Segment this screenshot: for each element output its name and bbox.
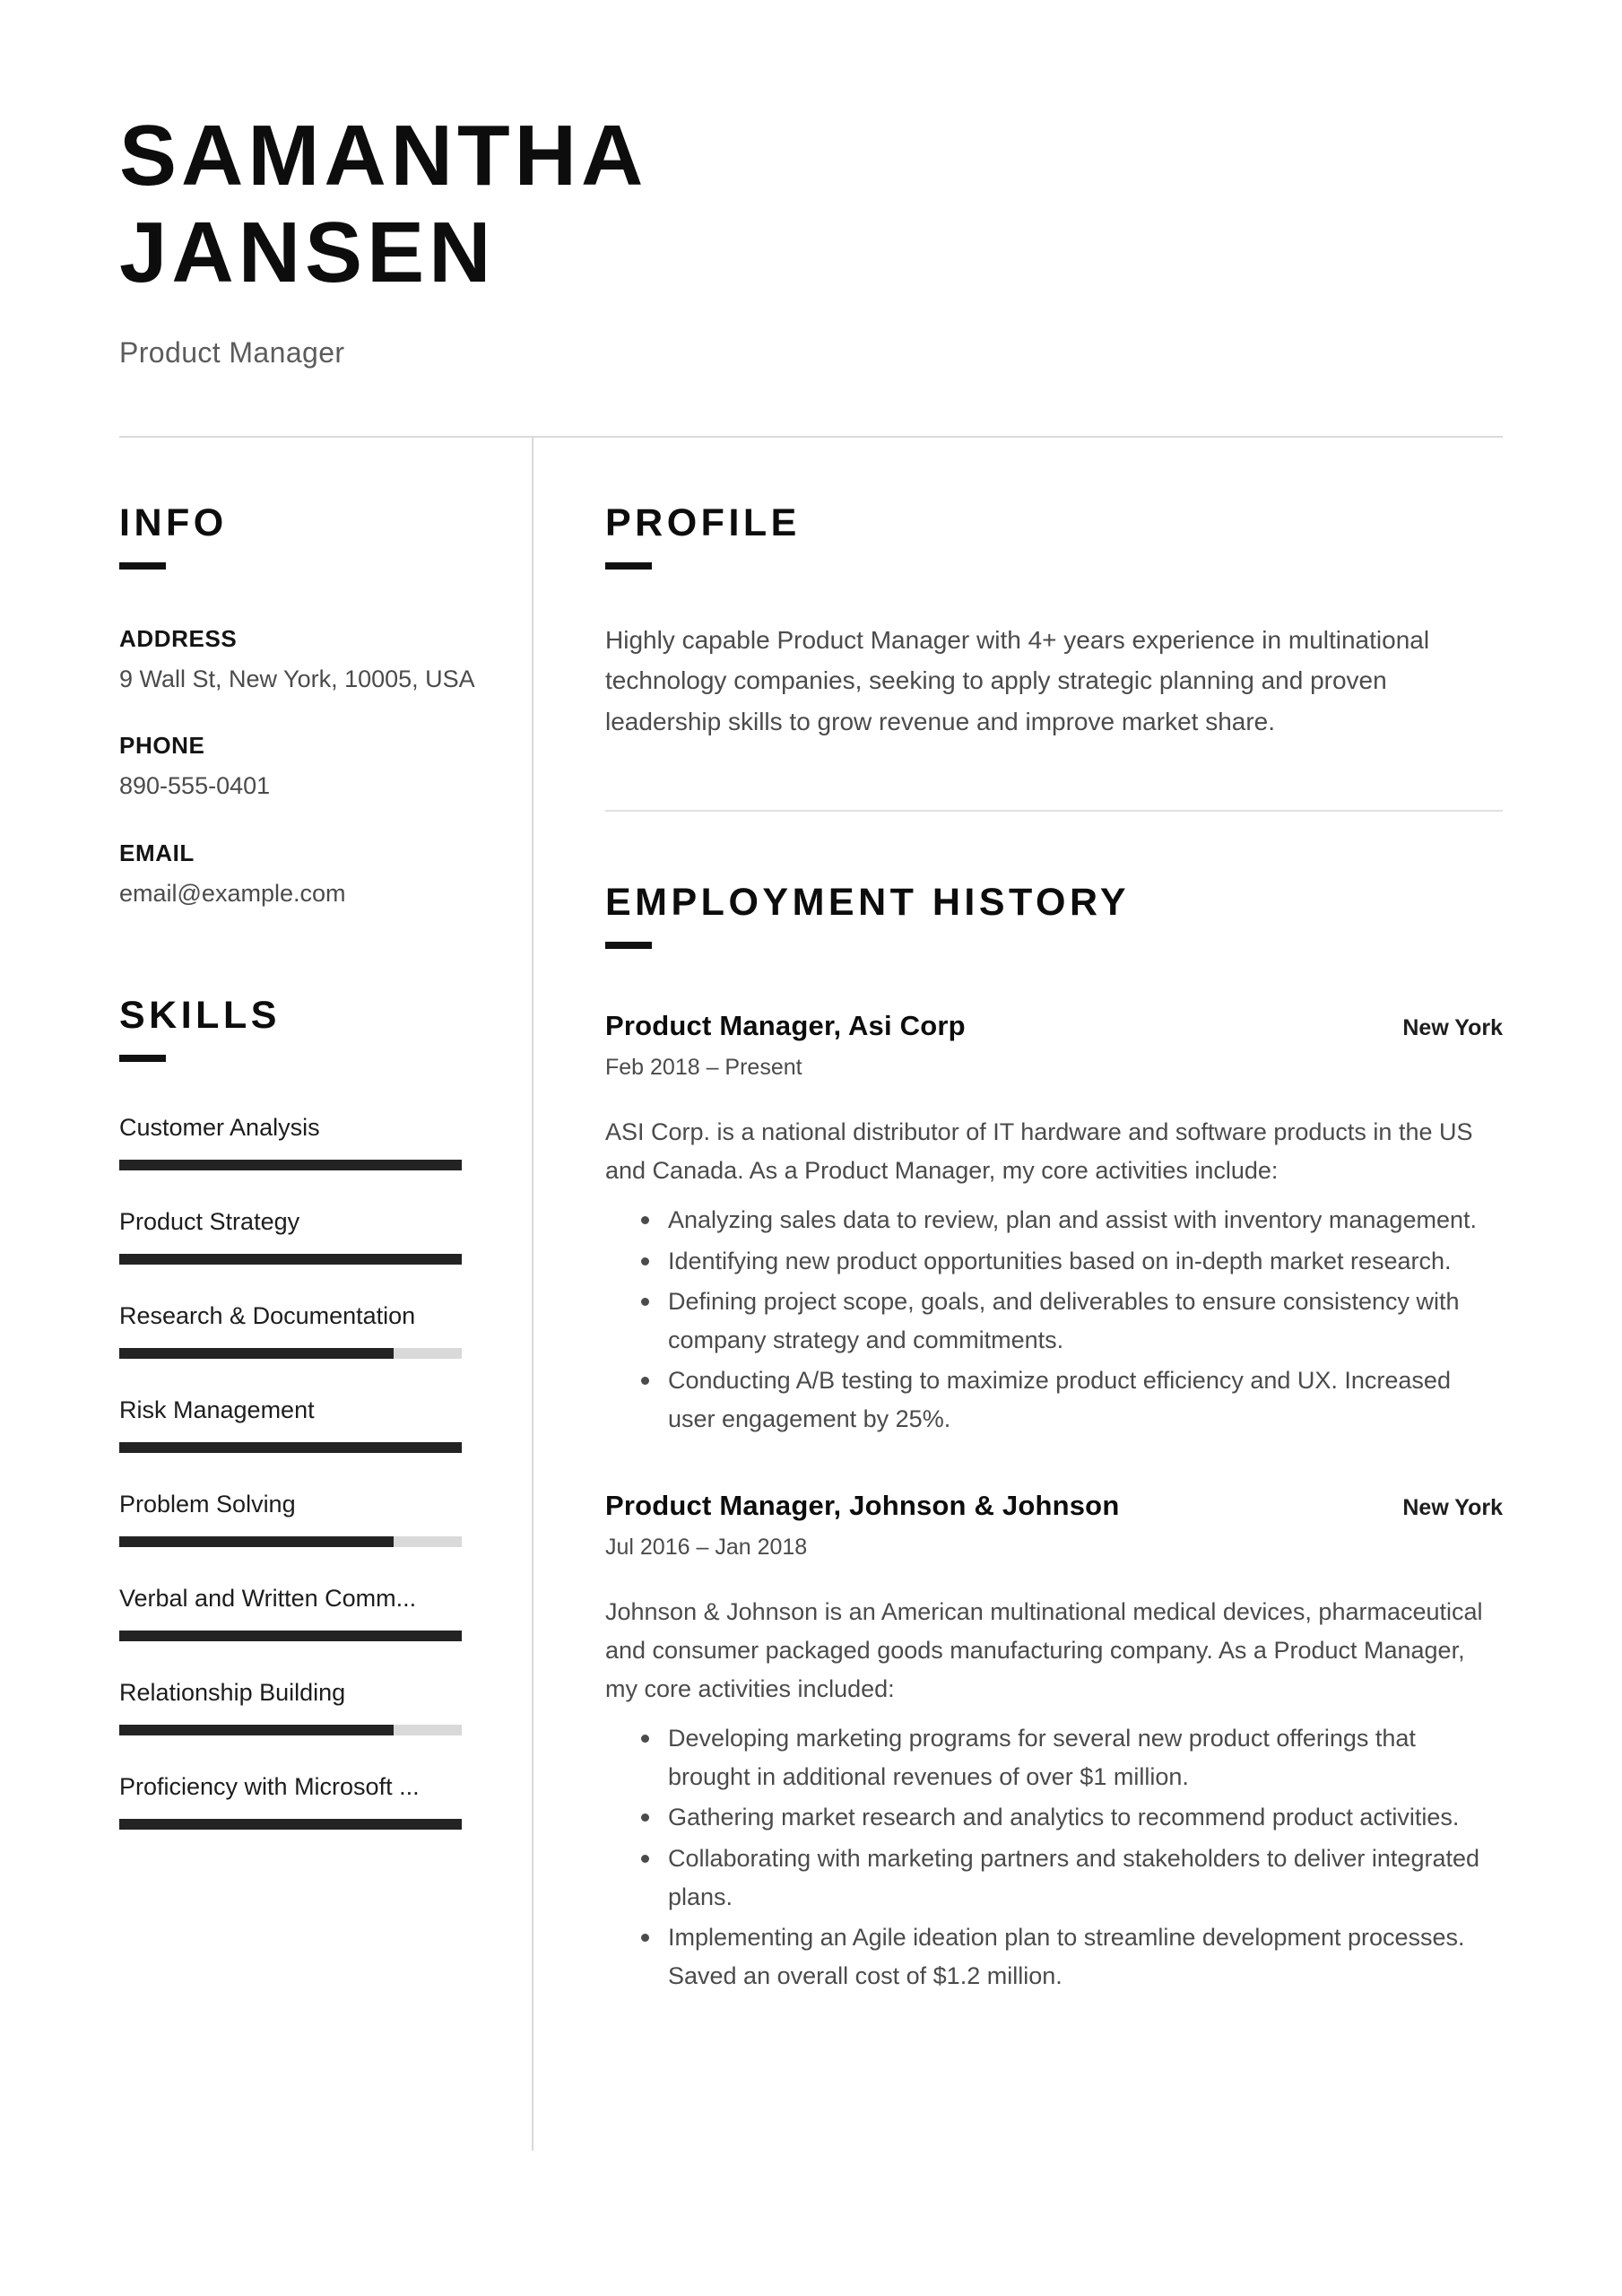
- skills-list: [119, 1114, 496, 1830]
- skill-level-track: [119, 1348, 462, 1359]
- skill-item: [119, 1679, 496, 1735]
- skill-level-fill: [119, 1725, 394, 1735]
- info-value: 890-555-0401: [119, 772, 271, 800]
- candidate-job-title: Product Manager: [119, 335, 345, 369]
- info-item-phone: [119, 732, 496, 803]
- info-value: email@example.com: [119, 879, 346, 907]
- job-bullet: Developing marketing programs for several new product offerings that brought in additional revenues of over $1 million.: [641, 1719, 1503, 1796]
- employment-section: [605, 883, 1503, 1996]
- job-role: Product Manager, Johnson & Johnson: [605, 1489, 1120, 1521]
- skill-level-fill: [119, 1536, 394, 1547]
- job-bullet-list: [605, 1719, 1503, 1996]
- skill-item: [119, 1773, 496, 1830]
- skill-label: Customer Analysis: [119, 1113, 320, 1141]
- job-bullet: Implementing an Agile ideation plan to streamline development processes. Saved an overall cost of $1.2 million.: [641, 1918, 1503, 1996]
- main-column: [533, 438, 1503, 2151]
- job-bullet: Conducting A/B testing to maximize product efficiency and UX. Increased user engagement by 25%.: [641, 1361, 1503, 1439]
- profile-text: Highly capable Product Manager with 4+ years experience in multinational technology companies, seeking to apply strategic planning and proven leadership skills to grow revenue and improve market share.: [605, 625, 1430, 735]
- skill-label: Risk Management: [119, 1396, 315, 1423]
- skill-label: Proficiency with Microsoft ...: [119, 1772, 420, 1800]
- skill-item: [119, 1208, 496, 1265]
- job-dates: Feb 2018 – Present: [605, 1055, 802, 1081]
- job-bullet-list: [605, 1201, 1503, 1439]
- resume-header: [119, 0, 1503, 370]
- profile-heading: PROFILE: [605, 500, 801, 544]
- job-bullet: Collaborating with marketing partners and stakeholders to deliver integrated plans.: [641, 1839, 1503, 1917]
- info-item-email: [119, 839, 496, 910]
- job-header: [605, 1490, 1503, 1522]
- job-entry: [605, 1010, 1503, 1439]
- sidebar-column: [119, 438, 532, 2151]
- skill-level-track: [119, 1442, 462, 1453]
- skill-level-track: [119, 1536, 462, 1547]
- info-heading-underline: [119, 562, 166, 570]
- skill-level-track: [119, 1160, 462, 1170]
- employment-heading-underline: [605, 942, 652, 949]
- job-bullet: Analyzing sales data to review, plan and assist with inventory management.: [641, 1201, 1503, 1239]
- job-bullet: Gathering market research and analytics to recommend product activities.: [641, 1798, 1503, 1837]
- profile-employment-divider-rule: [605, 810, 1503, 812]
- job-entry: [605, 1490, 1503, 1996]
- job-header: [605, 1010, 1503, 1042]
- info-label: EMAIL: [119, 839, 195, 866]
- skill-level-fill: [119, 1631, 462, 1641]
- profile-heading-underline: [605, 562, 652, 570]
- skill-level-fill: [119, 1160, 462, 1170]
- skill-label: Relationship Building: [119, 1678, 346, 1706]
- job-location: New York: [1402, 1494, 1503, 1520]
- skill-item: [119, 1302, 496, 1359]
- employment-list: [605, 1010, 1503, 1996]
- resume-columns: [119, 438, 1503, 2151]
- skill-label: Research & Documentation: [119, 1301, 416, 1329]
- info-section: [119, 500, 496, 910]
- profile-section: [605, 500, 1503, 742]
- info-item-address: [119, 625, 496, 696]
- info-list: [119, 625, 496, 910]
- job-location: New York: [1402, 1015, 1503, 1041]
- skill-label: Product Strategy: [119, 1207, 300, 1235]
- skills-heading: SKILLS: [119, 993, 281, 1037]
- skill-level-track: [119, 1254, 462, 1265]
- skill-item: [119, 1585, 496, 1641]
- skill-label: Problem Solving: [119, 1490, 296, 1518]
- skill-level-track: [119, 1819, 462, 1830]
- skill-level-fill: [119, 1442, 462, 1453]
- skill-level-fill: [119, 1254, 462, 1265]
- job-description: ASI Corp. is a national distributor of IT hardware and software products in the US and Canada. As a Product Manager, my core activities include:: [605, 1118, 1473, 1185]
- job-bullet: Identifying new product opportunities based on in-depth market research.: [641, 1242, 1503, 1281]
- candidate-name: SAMANTHA JANSEN: [119, 108, 645, 301]
- skill-label: Verbal and Written Comm...: [119, 1584, 417, 1612]
- skill-level-track: [119, 1725, 462, 1735]
- info-value: 9 Wall St, New York, 10005, USA: [119, 665, 475, 692]
- skill-level-fill: [119, 1348, 394, 1359]
- skill-level-fill: [119, 1819, 462, 1830]
- info-label: ADDRESS: [119, 624, 238, 652]
- skill-level-track: [119, 1631, 462, 1641]
- skill-item: [119, 1114, 496, 1170]
- skills-heading-underline: [119, 1055, 166, 1062]
- job-bullet: Defining project scope, goals, and deliverables to ensure consistency with company strategy and commitments.: [641, 1283, 1503, 1360]
- job-dates: Jul 2016 – Jan 2018: [605, 1534, 808, 1560]
- job-description: Johnson & Johnson is an American multinational medical devices, pharmaceutical and consumer packaged goods manufacturing company. As a Product Manager, my core activities included:: [605, 1597, 1483, 1702]
- info-heading: INFO: [119, 500, 228, 544]
- job-role: Product Manager, Asi Corp: [605, 1010, 966, 1042]
- info-label: PHONE: [119, 732, 205, 760]
- employment-heading: EMPLOYMENT HISTORY: [605, 881, 1131, 925]
- skills-section: [119, 993, 496, 1830]
- skill-item: [119, 1491, 496, 1547]
- skill-item: [119, 1396, 496, 1453]
